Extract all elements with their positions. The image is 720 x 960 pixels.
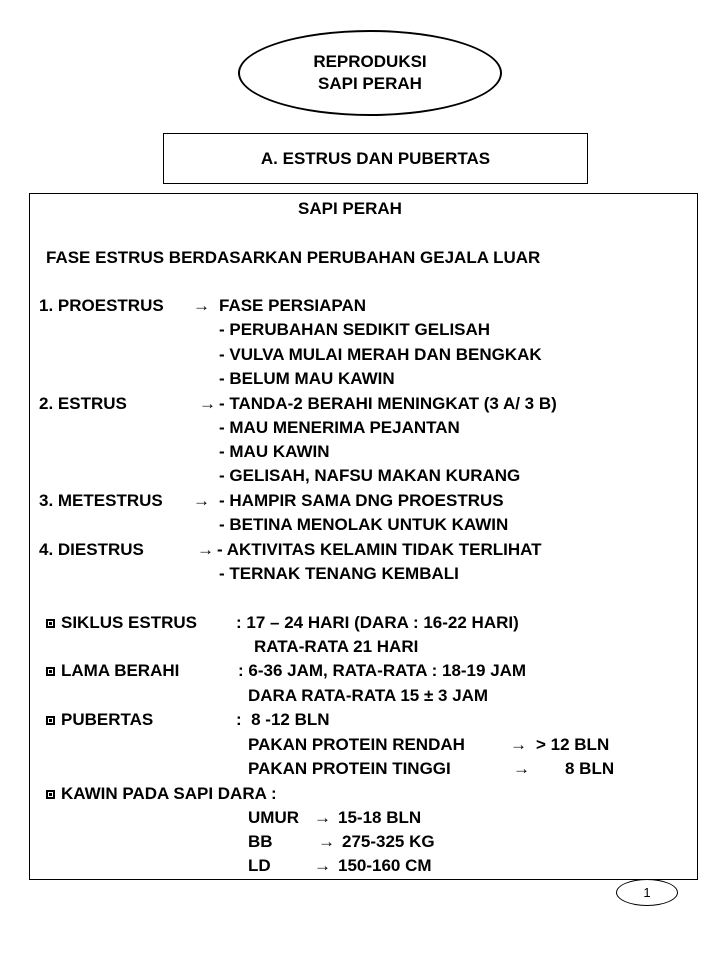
bb-label: BB [248, 832, 273, 851]
arrow-icon: → [318, 832, 335, 851]
phase-3-label: 3. METESTRUS [39, 491, 163, 510]
phase-1-item: - BELUM MAU KAWIN [219, 369, 395, 388]
arrow-icon: → [193, 296, 210, 315]
section-heading-box [163, 133, 588, 184]
arrow-icon: → [314, 808, 331, 827]
page-number: 1 [643, 885, 651, 900]
pakan-tinggi-label: PAKAN PROTEIN TINGGI [248, 759, 451, 778]
pakan-rendah-value: > 12 BLN [536, 735, 610, 754]
phase-4-item: - TERNAK TENANG KEMBALI [219, 564, 459, 583]
content-subheading: FASE ESTRUS BERDASARKAN PERUBAHAN GEJALA LUAR [46, 248, 541, 267]
square-bullet-icon [46, 667, 55, 676]
title-oval [238, 30, 502, 116]
phase-2-first: - TANDA-2 BERAHI MENINGKAT (3 A/ 3 B) [219, 394, 557, 413]
phase-2-label: 2. ESTRUS [39, 394, 127, 413]
phase-4-first: - AKTIVITAS KELAMIN TIDAK TERLIHAT [217, 540, 542, 559]
phase-3-first: - HAMPIR SAMA DNG PROESTRUS [219, 491, 504, 510]
content-heading: SAPI PERAH [298, 199, 402, 218]
lama-value-2: DARA RATA-RATA 15 ± 3 JAM [248, 686, 489, 705]
arrow-icon: → [193, 491, 210, 510]
arrow-icon: → [510, 735, 527, 754]
phase-2-item: - MAU KAWIN [219, 442, 330, 461]
phase-2-item: - GELISAH, NAFSU MAKAN KURANG [219, 466, 521, 485]
pakan-tinggi-value: 8 BLN [565, 759, 615, 778]
ld-value: 150-160 CM [338, 856, 432, 875]
umur-label: UMUR [248, 808, 299, 827]
phase-1-item: - VULVA MULAI MERAH DAN BENGKAK [219, 345, 542, 364]
phase-1-first: FASE PERSIAPAN [219, 296, 367, 315]
pakan-rendah-label: PAKAN PROTEIN RENDAH [248, 735, 465, 754]
ld-label: LD [248, 856, 271, 875]
bullet-pubertas: PUBERTAS [46, 710, 153, 730]
arrow-icon: → [197, 540, 214, 559]
bb-value: 275-325 KG [342, 832, 435, 851]
siklus-value-2: RATA-RATA 21 HARI [254, 637, 419, 656]
phase-3-item: - BETINA MENOLAK UNTUK KAWIN [219, 515, 509, 534]
square-bullet-icon [46, 790, 55, 799]
square-bullet-icon [46, 619, 55, 628]
arrow-icon: → [314, 856, 331, 875]
siklus-value: : 17 – 24 HARI (DARA : 16-22 HARI) [236, 613, 519, 632]
bullet-lama-berahi: LAMA BERAHI [46, 661, 179, 681]
title-line-1: REPRODUKSI [313, 52, 427, 71]
bullet-kawin: KAWIN PADA SAPI DARA : [46, 784, 277, 804]
section-heading: A. ESTRUS DAN PUBERTAS [260, 148, 491, 168]
page-number-oval [616, 879, 678, 906]
lama-value: : 6-36 JAM, RATA-RATA : 18-19 JAM [238, 661, 527, 680]
bullet-siklus: SIKLUS ESTRUS [46, 613, 197, 633]
arrow-icon: → [199, 394, 216, 413]
square-bullet-icon [46, 716, 55, 725]
phase-4-label: 4. DIESTRUS [39, 540, 144, 559]
umur-value: 15-18 BLN [338, 808, 422, 827]
phase-1-item: - PERUBAHAN SEDIKIT GELISAH [219, 320, 491, 339]
phase-2-item: - MAU MENERIMA PEJANTAN [219, 418, 460, 437]
title-line-2: SAPI PERAH [318, 74, 422, 93]
arrow-icon: → [513, 759, 530, 778]
pubertas-value: : 8 -12 BLN [236, 710, 330, 729]
phase-1-label: 1. PROESTRUS [39, 296, 164, 315]
